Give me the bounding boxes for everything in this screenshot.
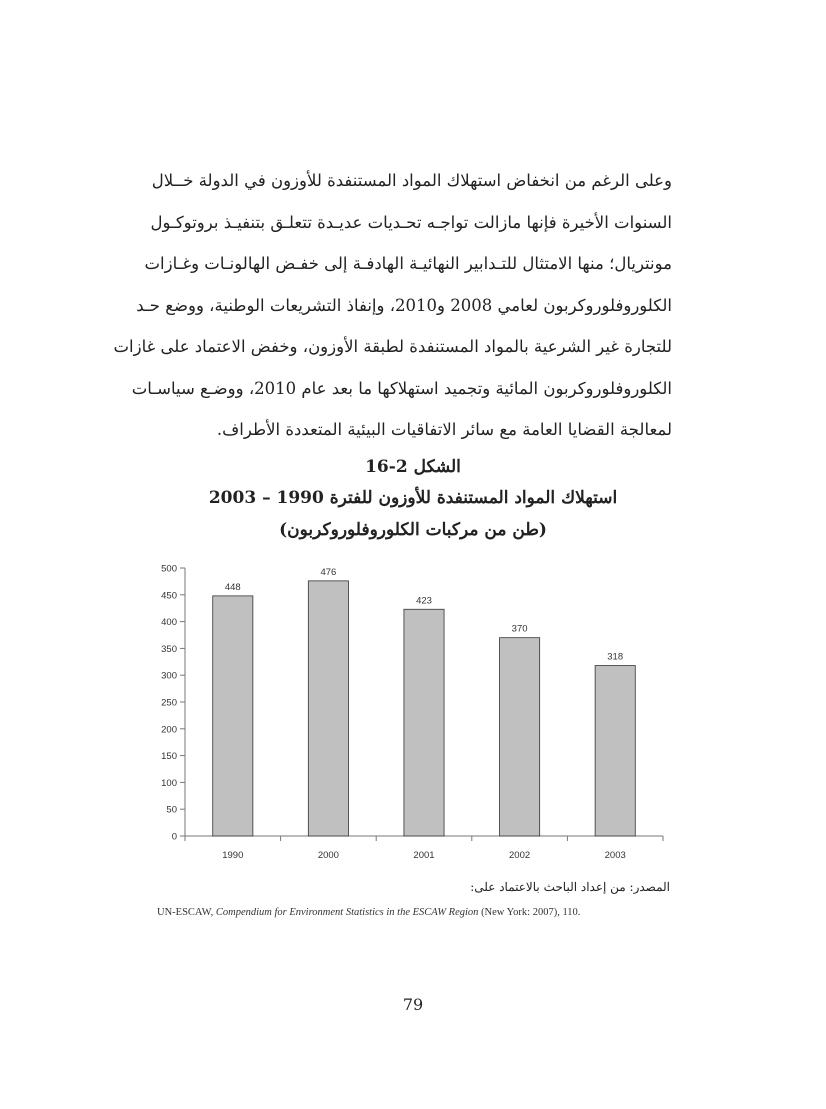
y-tick-label: 400 xyxy=(161,617,177,629)
data-label-2001: 423 xyxy=(416,595,432,607)
y-tick-label: 250 xyxy=(161,697,177,709)
x-tick-label-1990: 1990 xyxy=(222,850,244,861)
paragraph-line: الكلوروفلوروكربون المائية وتجميد استهلاكها ما بعد عام 2010، ووضـع سياسـات xyxy=(131,378,672,398)
bar-1990 xyxy=(213,596,253,836)
source-publication: (New York: 2007), 110. xyxy=(478,907,581,918)
bar-2001 xyxy=(404,609,444,836)
paragraph-line: الكلوروفلوروكربون لعامي 2008 و2010، وإنفاذ التشريعات الوطنية، ووضع حـد xyxy=(136,295,672,315)
paragraph-line: للتجارة غير الشرعية بالمواد المستنفدة لطبقة الأوزون، وخفض الاعتماد على غازات xyxy=(113,337,672,356)
y-tick-label: 0 xyxy=(171,831,177,843)
y-tick-label: 50 xyxy=(166,804,177,816)
bar-2000 xyxy=(308,581,348,836)
source-author: UN-ESCAW, xyxy=(157,907,216,918)
y-tick-label: 150 xyxy=(161,751,177,763)
x-tick-label-2000: 2000 xyxy=(317,850,339,861)
y-tick-label: 300 xyxy=(161,670,177,682)
source-english xyxy=(157,907,580,918)
page-number: 79 xyxy=(402,995,424,1014)
bar-chart xyxy=(150,558,680,868)
data-label-2000: 476 xyxy=(320,566,337,578)
paragraph-line: وعلى الرغم من انخفاض استهلاك المواد المستنفدة للأوزون في الدولة خــلال xyxy=(151,171,672,190)
y-tick-label: 350 xyxy=(161,643,177,655)
y-tick-label: 200 xyxy=(161,724,177,736)
data-label-2002: 370 xyxy=(511,623,528,635)
figure-subtitle: (طن من مركبات الكلوروفلوروكربون) xyxy=(279,520,547,540)
figure-label: الشكل 2-16 xyxy=(365,457,461,477)
y-tick-label: 450 xyxy=(161,590,177,602)
figure-title: استهلاك المواد المستنفدة للأوزون للفترة 1990 – 2003 xyxy=(208,488,618,508)
y-tick-label: 100 xyxy=(161,777,177,789)
x-tick-label-2001: 2001 xyxy=(413,850,435,861)
source-title: Compendium for Environment Statistics in the ESCAW Region xyxy=(215,907,479,918)
paragraph-line: السنوات الأخيرة فإنها مازالت تواجـه تحـديات عديـدة تتعلـق بتنفيـذ بروتوكـول xyxy=(150,212,672,232)
paragraph-line: لمعالجة القضايا العامة مع سائر الاتفاقيات البيئية المتعددة الأطراف. xyxy=(216,420,672,439)
x-tick-label-2003: 2003 xyxy=(604,850,626,861)
source-arabic: المصدر: من إعداد الباحث بالاعتماد على: xyxy=(470,880,670,894)
bar-2003 xyxy=(595,666,635,836)
x-tick-label-2002: 2002 xyxy=(509,850,531,861)
body-paragraph xyxy=(113,160,672,451)
data-label-2003: 318 xyxy=(607,651,624,663)
bar-2002 xyxy=(500,638,540,836)
paragraph-line: مونتريال؛ منها الامتثال للتـدابير النهائيـة الهادفـة إلى خفـض الهالونـات وغـازات xyxy=(144,254,672,273)
y-tick-label: 500 xyxy=(161,563,177,575)
data-label-1990: 448 xyxy=(224,581,241,593)
